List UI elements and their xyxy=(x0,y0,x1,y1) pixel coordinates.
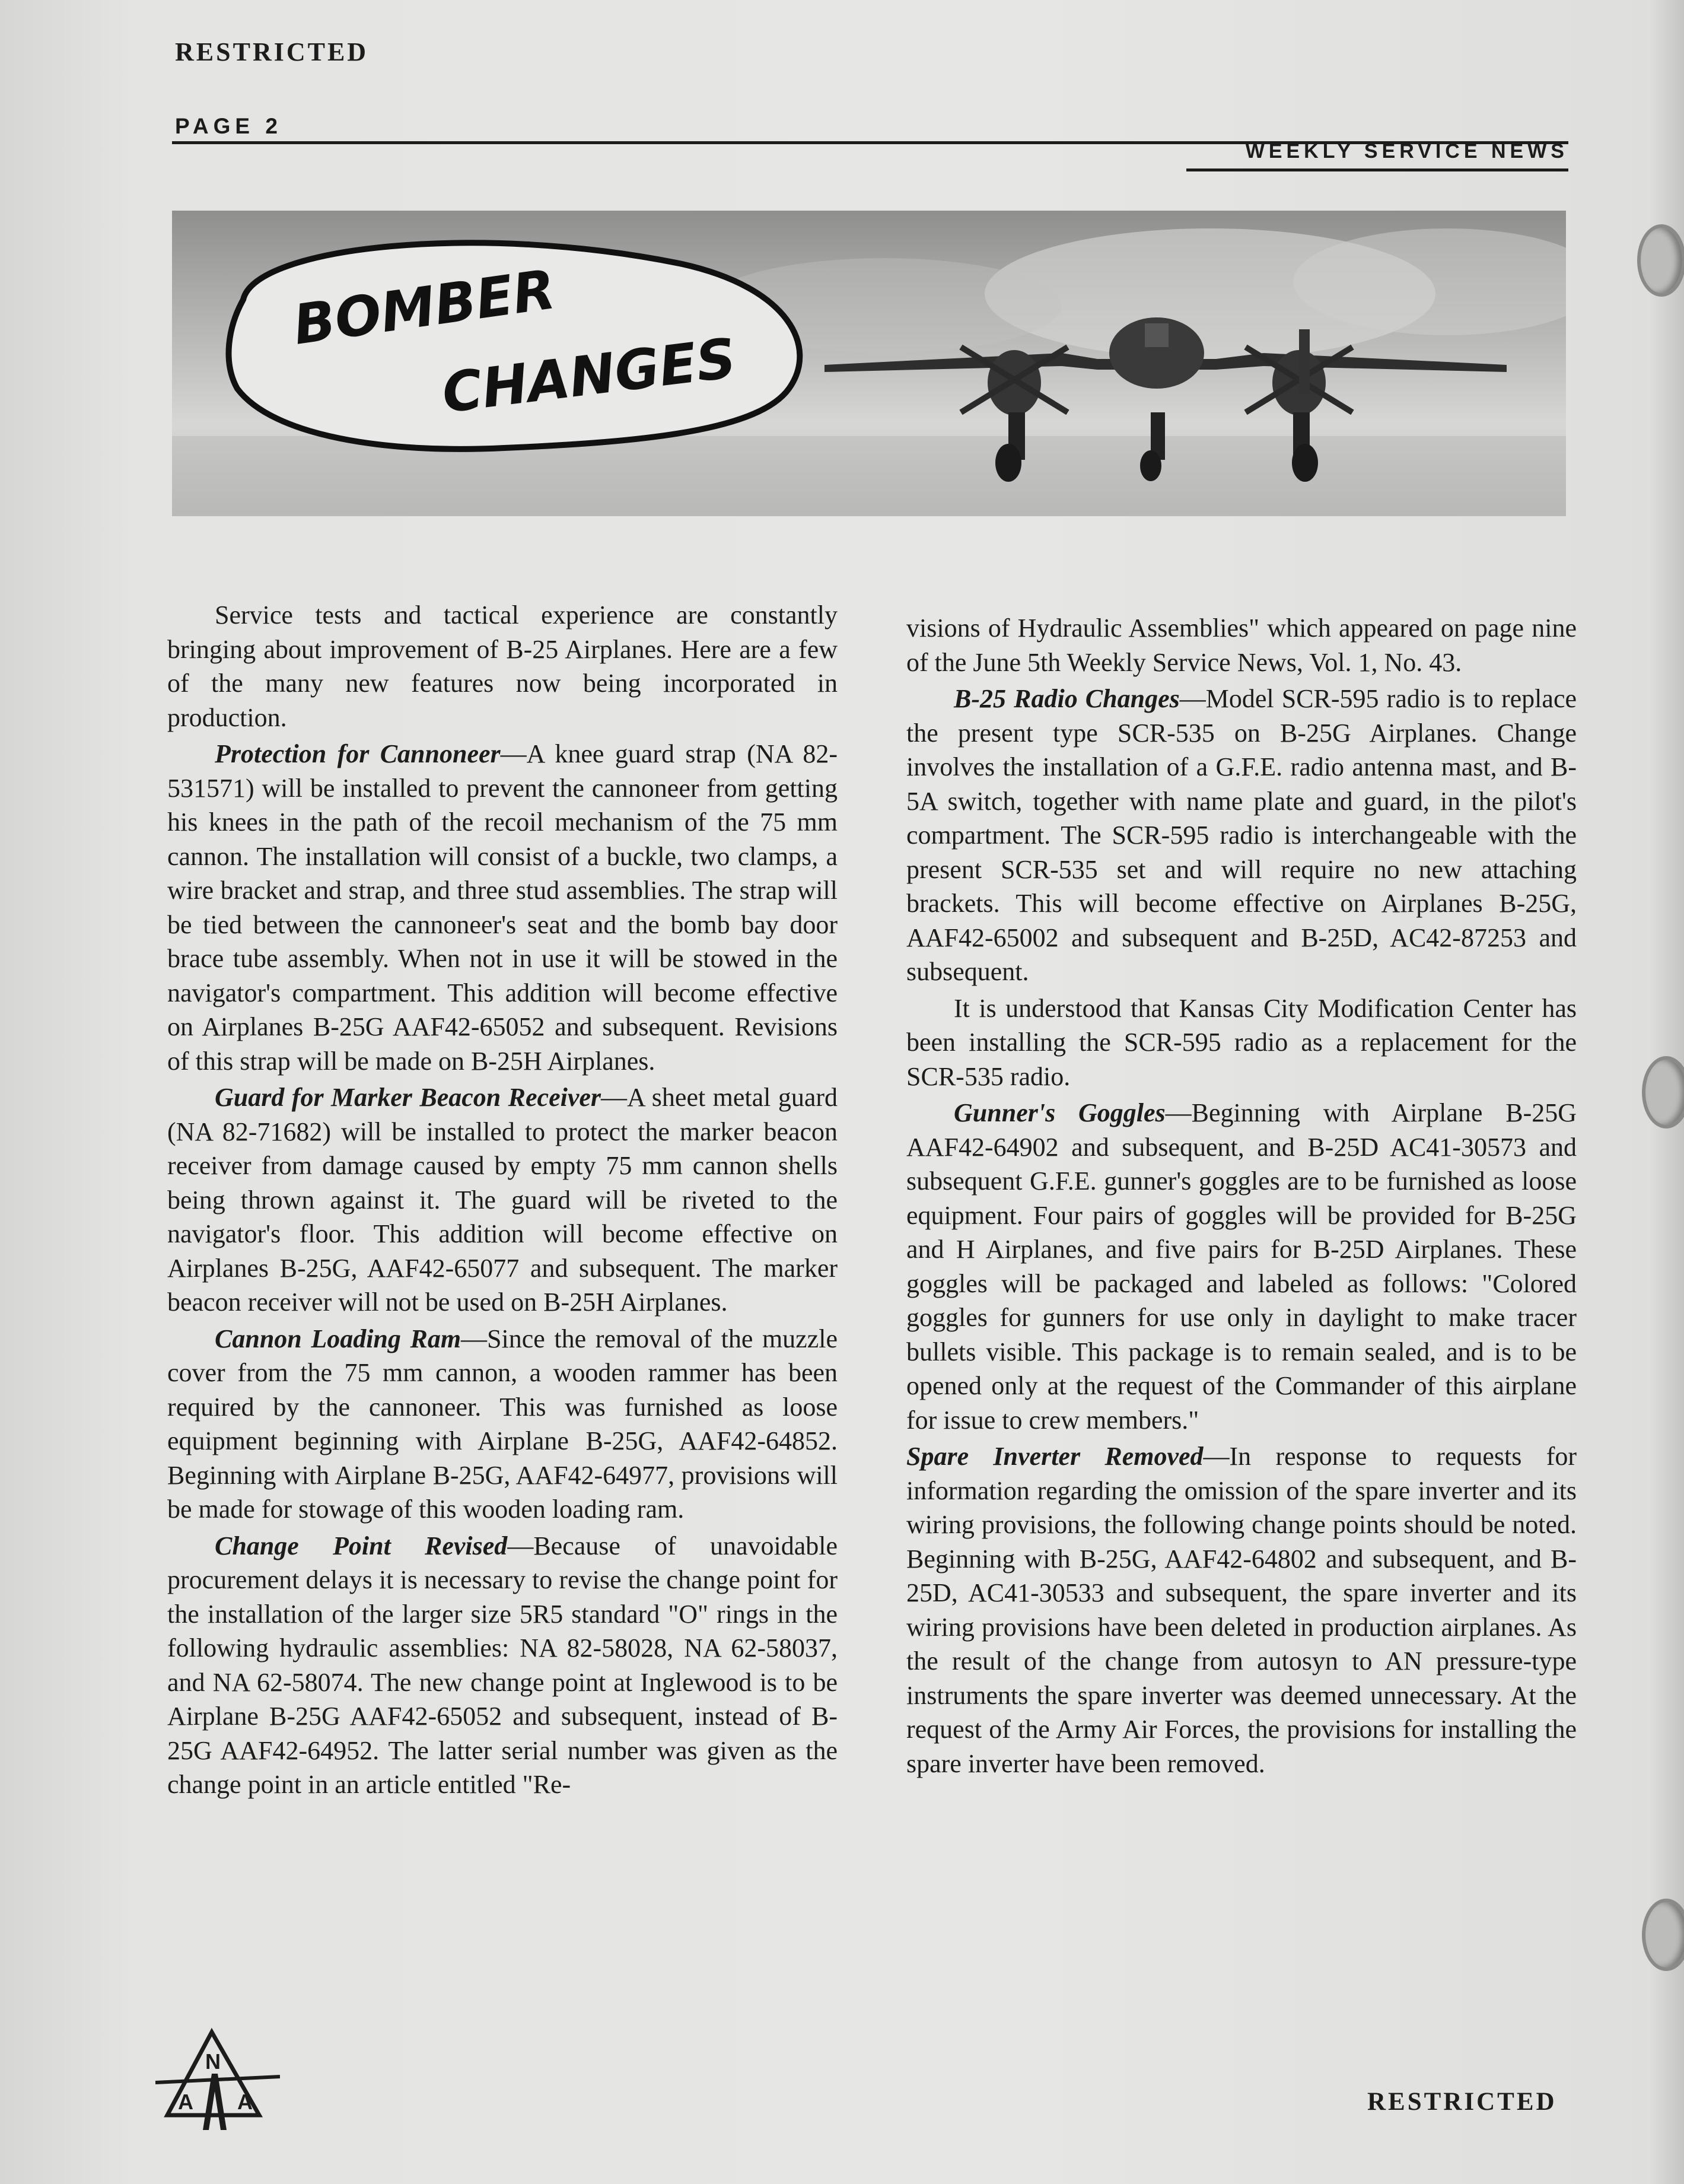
kansas-city-note: It is understood that Kansas City Modification Center has been installing the SCR-595 radio as a replacement for the SCR-535 radio. xyxy=(906,993,1577,1091)
classification-top: RESTRICTED xyxy=(175,37,369,66)
section-loading-ram xyxy=(167,1322,838,1527)
section-body: —Since the removal of the muzzle cover from the 75 mm cannon, a wooden rammer has been required by the cannoneer. This was furnished as loose equipment beginning with Airplane B-25G, AAF42-64852. Beginning with Airplane B-25G, AAF42-64977, provisions will be made for stowage of this wooden loading ram. xyxy=(167,1324,838,1524)
section-body: —Beginning with Airplane B-25G AAF42-64902 and subsequent, and B-25D AC41-30573 and subsequent G.F.E. gunner's goggles are to be furnished as loose equipment. Four pairs of goggles will be provided for B-25G and H Airplanes, and five pairs for B-25D Airplanes. These goggles will be packaged and labeled as follows: "Colored goggles for gunners for use only in daylight to make tracer bullets visible. This package is to remain sealed, and is to be opened only at the request of the Commander of this airplane for issue to crew members." xyxy=(906,1098,1577,1435)
section-change-point xyxy=(167,1529,838,1802)
publication-rule xyxy=(1186,169,1568,171)
section-title: Gunner's Goggles xyxy=(954,1098,1166,1127)
banner-title-line1: BOMBER xyxy=(289,257,559,357)
column-left xyxy=(167,598,838,1804)
section-spare-inverter xyxy=(906,1439,1577,1781)
banner-image xyxy=(172,211,1566,516)
section-marker-beacon xyxy=(167,1080,838,1320)
section-body: —Because of unavoidable procurement delays it is necessary to revise the change point for the installation of the larger size 5R5 standard "O" rings in the following hydraulic assemblies: NA 82-58028, NA 62-58037, and NA 62-58074. The new change point at Inglewood is to be Airplane B-25G AAF42-65052 and subsequent, instead of B-25G AAF42-64952. The latter serial number was given as the change point in an article entitled "Re- xyxy=(167,1531,838,1799)
continuation-paragraph: visions of Hydraulic Assemblies" which appeared on page nine of the June 5th Weekly Service News, Vol. 1, No. 43. xyxy=(906,613,1577,677)
section-radio-changes xyxy=(906,682,1577,989)
page-number: PAGE 2 xyxy=(175,114,282,138)
banner-illustration xyxy=(172,211,1566,516)
section-title: B-25 Radio Changes xyxy=(954,684,1180,713)
publication-title: WEEKLY SERVICE NEWS xyxy=(1245,140,1568,163)
section-cannoneer xyxy=(167,737,838,1078)
logo-letter-a-right: A xyxy=(237,2090,253,2114)
section-title: Cannon Loading Ram xyxy=(215,1324,461,1353)
column-right xyxy=(906,611,1577,1783)
classification-bottom: RESTRICTED xyxy=(1367,2088,1557,2116)
logo-letter-n: N xyxy=(205,2049,221,2074)
section-title: Guard for Marker Beacon Receiver xyxy=(215,1083,601,1112)
logo-letter-a-left: A xyxy=(178,2090,193,2114)
section-title: Protection for Cannoneer xyxy=(215,739,501,768)
section-gunners-goggles xyxy=(906,1096,1577,1437)
section-body: —In response to requests for information regarding the omission of the spare inverter and its wiring provisions, the following change points should be noted. Beginning with B-25G, AAF42-64802 and subsequent, and B-25D, AC41-30533 and subsequent, the spare inverter and its wiring provisions have been deleted in production airplanes. As the result of the change from autosyn to AN pressure-type instruments the spare inverter was deemed unnecessary. At the request of the Army Air Forces, the provisions for installing the spare inverter have been removed. xyxy=(906,1442,1577,1778)
section-body: —Model SCR-595 radio is to replace the present type SCR-535 on B-25G Airplanes. Change involves the installation of a G.F.E. radio antenna mast, and B-5A switch, together with name plate and guard, in the pilot's compartment. The SCR-595 radio is interchangeable with the present SCR-535 set and will require no new attaching brackets. This will become effective on Airplanes B-25G, AAF42-65002 and subsequent and B-25D, AC42-87253 and subsequent. xyxy=(906,684,1577,986)
banner-title-line2: CHANGES xyxy=(438,326,740,425)
section-body: —A sheet metal guard (NA 82-71682) will be installed to protect the marker beacon receiver from damage caused by empty 75 mm cannon shells being thrown against it. The guard will be riveted to the navigator's floor. This addition will become effective on Airplanes B-25G, AAF42-65077 and subsequent. The marker beacon receiver will not be used on B-25H Airplanes. xyxy=(167,1083,838,1317)
binder-hole-top xyxy=(1637,224,1684,297)
section-body: —A knee guard strap (NA 82-531571) will be installed to prevent the cannoneer from getting his knees in the path of the recoil mechanism of the 75 mm cannon. The installation will consist of a buckle, two clamps, a wire bracket and strap, and three stud assemblies. The strap will be tied between the cannoneer's seat and the bomb bay door brace tube assembly. When not in use it will be stowed in the navigator's compartment. This addition will become effective on Airplanes B-25G AAF42-65052 and subsequent. Revisions of this strap will be made on B-25H Airplanes. xyxy=(167,739,838,1076)
section-title: Change Point Revised xyxy=(215,1531,508,1560)
naa-logo xyxy=(155,2026,280,2135)
section-title: Spare Inverter Removed xyxy=(906,1442,1204,1471)
intro-paragraph: Service tests and tactical experience are constantly bringing about improvement of B-25 Airplanes. Here are a few of the many new features now being incorporated in production. xyxy=(167,600,838,732)
